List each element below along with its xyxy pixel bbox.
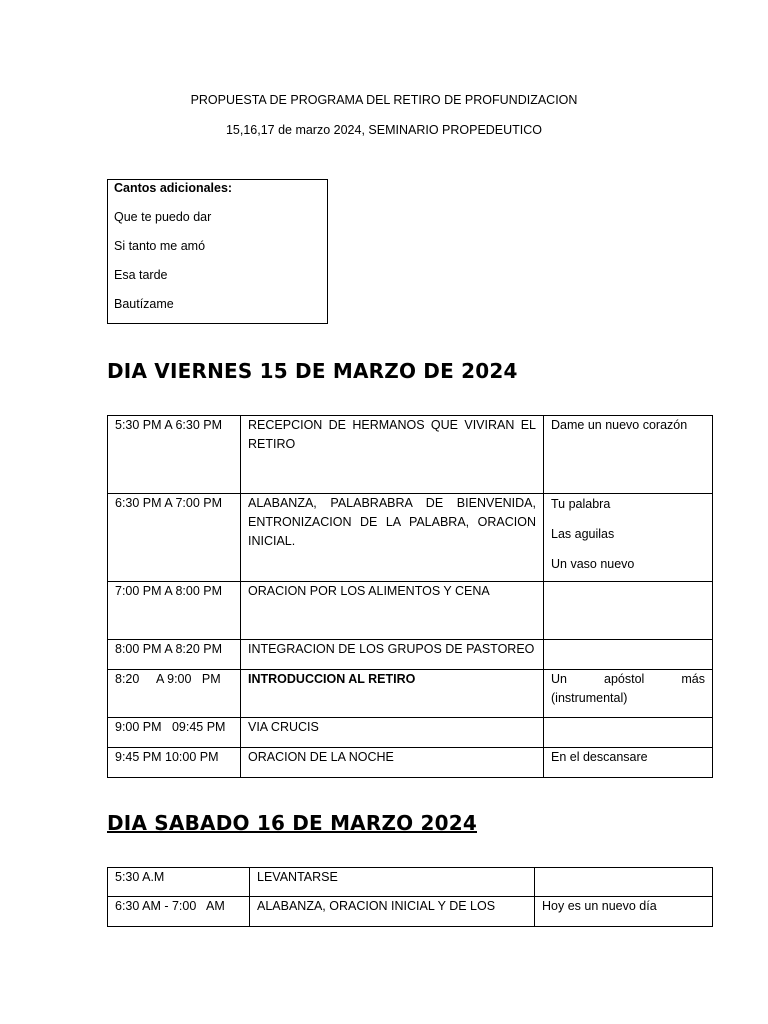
table-row: [108, 416, 713, 494]
songs-cell: [535, 868, 713, 897]
songs-cell: [544, 416, 713, 494]
activity-cell: ALABANZA, ORACION INICIAL Y DE LOS: [250, 897, 535, 927]
time-cell: 5:30 PM A 6:30 PM: [108, 416, 241, 494]
day2-schedule-table: [107, 867, 713, 927]
activity-cell: INTEGRACION DE LOS GRUPOS DE PASTOREO: [241, 640, 544, 670]
songs-cell: Hoy es un nuevo día: [535, 897, 713, 927]
day1-schedule-table: [107, 415, 713, 778]
time-cell: 8:20 A 9:00 PM: [108, 670, 241, 718]
table-row: [108, 640, 713, 670]
time-cell: 6:30 PM A 7:00 PM: [108, 494, 241, 582]
table-row: [108, 670, 713, 718]
activity-cell: ALABANZA, PALABRABRA DE BIENVENIDA, ENTRONIZACION DE LA PALABRA, ORACION INICIAL.: [241, 494, 544, 582]
activity-cell: VIA CRUCIS: [241, 718, 544, 748]
songs-cell: [544, 582, 713, 640]
time-cell: 5:30 A.M: [108, 868, 250, 897]
document-title: PROPUESTA DE PROGRAMA DEL RETIRO DE PROFUNDIZACION: [190, 93, 578, 107]
canto-item: Si tanto me amó: [114, 239, 206, 253]
table-row: [108, 718, 713, 748]
songs-cell: [544, 718, 713, 748]
time-cell: 8:00 PM A 8:20 PM: [108, 640, 241, 670]
document-subtitle: 15,16,17 de marzo 2024, SEMINARIO PROPEDEUTICO: [225, 123, 543, 137]
songs-cell: En el descansare: [544, 748, 713, 778]
activity-cell: ORACION POR LOS ALIMENTOS Y CENA: [241, 582, 544, 640]
activity-cell: LEVANTARSE: [250, 868, 535, 897]
songs-cell: [544, 494, 713, 582]
activity-cell: RECEPCION DE HERMANOS QUE VIVIRAN EL RETIRO: [241, 416, 544, 494]
song-label: Las aguilas: [551, 527, 615, 541]
table-row: [108, 748, 713, 778]
table-row: [108, 582, 713, 640]
canto-item: Bautízame: [114, 297, 174, 311]
canto-item: Esa tarde: [114, 268, 168, 282]
song-label: Tu palabra: [551, 497, 611, 511]
activity-cell: ORACION DE LA NOCHE: [241, 748, 544, 778]
table-row: [108, 897, 713, 927]
time-cell: 6:30 AM - 7:00 AM: [108, 897, 250, 927]
time-cell: 9:00 PM 09:45 PM: [108, 718, 241, 748]
day1-heading: DIA VIERNES 15 DE MARZO DE 2024: [107, 359, 518, 383]
cantos-adicionales-box: [107, 179, 328, 324]
table-row: [108, 494, 713, 582]
time-cell: 9:45 PM 10:00 PM: [108, 748, 241, 778]
songs-cell: Un apóstol más (instrumental): [544, 670, 713, 718]
song-label: Un vaso nuevo: [551, 557, 635, 571]
song-label: Dame un nuevo corazón: [551, 418, 688, 432]
canto-item: Que te puedo dar: [114, 210, 212, 224]
cantos-heading: Cantos adicionales:: [114, 181, 233, 195]
activity-cell: INTRODUCCION AL RETIRO: [241, 670, 544, 718]
time-cell: 7:00 PM A 8:00 PM: [108, 582, 241, 640]
table-row: [108, 868, 713, 897]
day2-heading: DIA SABADO 16 DE MARZO 2024: [107, 811, 477, 835]
songs-cell: [544, 640, 713, 670]
